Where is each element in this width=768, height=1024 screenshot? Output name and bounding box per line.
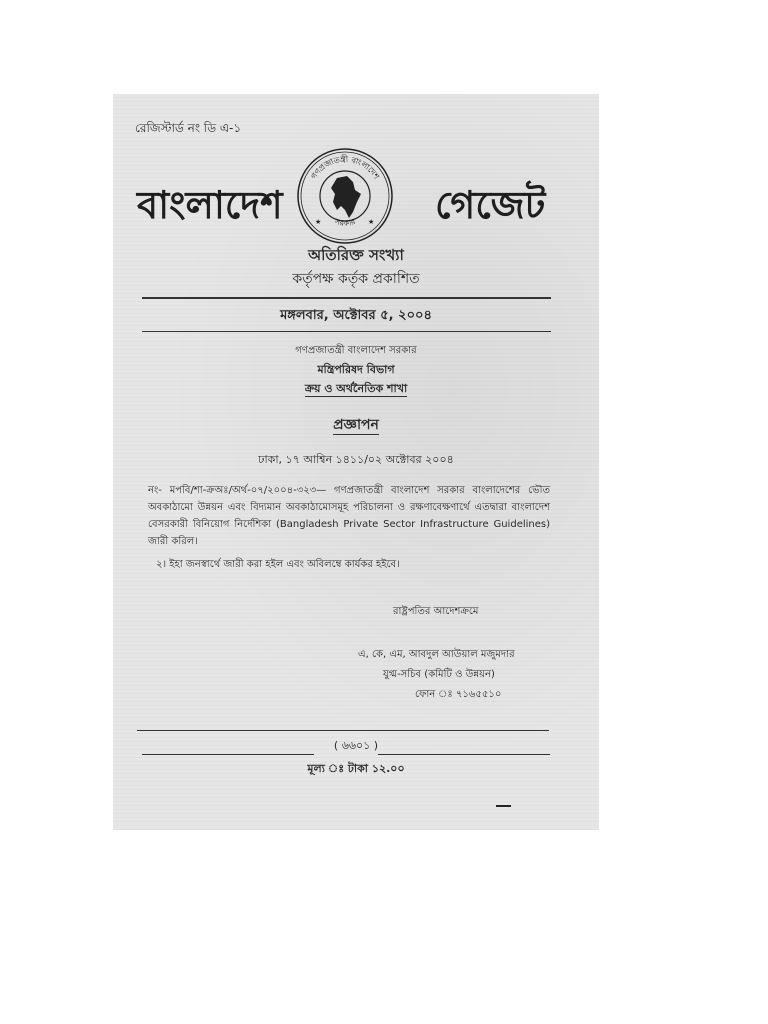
registration-number: রেজিস্টার্ড নং ডি এ-১ [135,121,242,135]
svg-text:★: ★ [368,218,375,226]
extraordinary-issue: অতিরিক্ত সংখ্যা [308,246,404,264]
notification-dateline: ঢাকা, ১৭ আশ্বিন ১৪১১/০২ অক্টোবর ২০০৪ [258,453,454,466]
issue-date: মঙ্গলবার, অক্টোবর ৫, ২০০৪ [280,308,432,323]
branch-name [113,380,599,399]
division-name: মন্ত্রিপরিষদ বিভাগ [317,363,395,376]
government-seal-icon [295,146,395,246]
gazette-title-right: গেজেট [435,183,546,227]
seal-bottom-text: সরকার [333,216,357,228]
divider [142,331,551,332]
svg-text:সরকার [333,217,357,228]
published-by: কর্তৃপক্ষ কর্তৃক প্রকাশিত [292,271,420,287]
branch-name-text: ক্রয় ও অর্থনৈতিক শাখা [304,382,408,395]
divider [378,754,550,755]
ink-mark [496,805,511,807]
notification-heading-text: প্রজ্ঞাপন [333,417,379,433]
signatory-designation: যুগ্ম-সচিব (কমিটি ও উন্নয়ন) [383,669,495,680]
divider [142,297,551,299]
price: মূল্য ঃ টাকা ১২.০০ [307,762,405,775]
divider [142,754,314,755]
signatory-name: এ, কে, এম, আবদুল আউয়াল মজুমদার [358,649,515,660]
notification-paragraph: ২। ইহা জনস্বার্থে জারী করা হইল এবং অবিলম্বে কার্যকর হইবে। [156,559,400,570]
svg-text:★: ★ [315,218,322,226]
signatory-phone: ফোন ঃ ৭১৬৫৫১০ [415,689,502,700]
notification-heading [113,413,599,437]
seal-top-text: গণপ্রজাতন্ত্রী বাংলাদেশ [309,154,381,181]
notification-paragraph: নং- মপবি/শা-ক্রঅঃ/অর্থ-০৭/২০০৪-৩২৩— গণপ্রজাতন্ত্রী বাংলাদেশ সরকার বাংলাদেশের ভৌত অবকাঠামো উন্নয়ন এবং বিদ্যমান অবকাঠামোসমূহ পরিচালনা ও রক্ষণাবেক্ষণার্থে এতদ্বারা বাংলাদেশ বেসরকারী বিনিয়োগ নির্দেশিকা (Bangladesh Private Sector Infrastructure Guidelines) জারী করিল। [148,485,550,547]
by-order-line: রাষ্ট্রপতির আদেশক্রমে [393,606,479,617]
government-name: গণপ্রজাতন্ত্রী বাংলাদেশ সরকার [295,345,417,356]
gazette-title-left: বাংলাদেশ [137,183,283,227]
page-number: ( ৬৬০১ ) [333,739,379,752]
gazette-page [113,94,599,830]
divider [137,730,549,731]
